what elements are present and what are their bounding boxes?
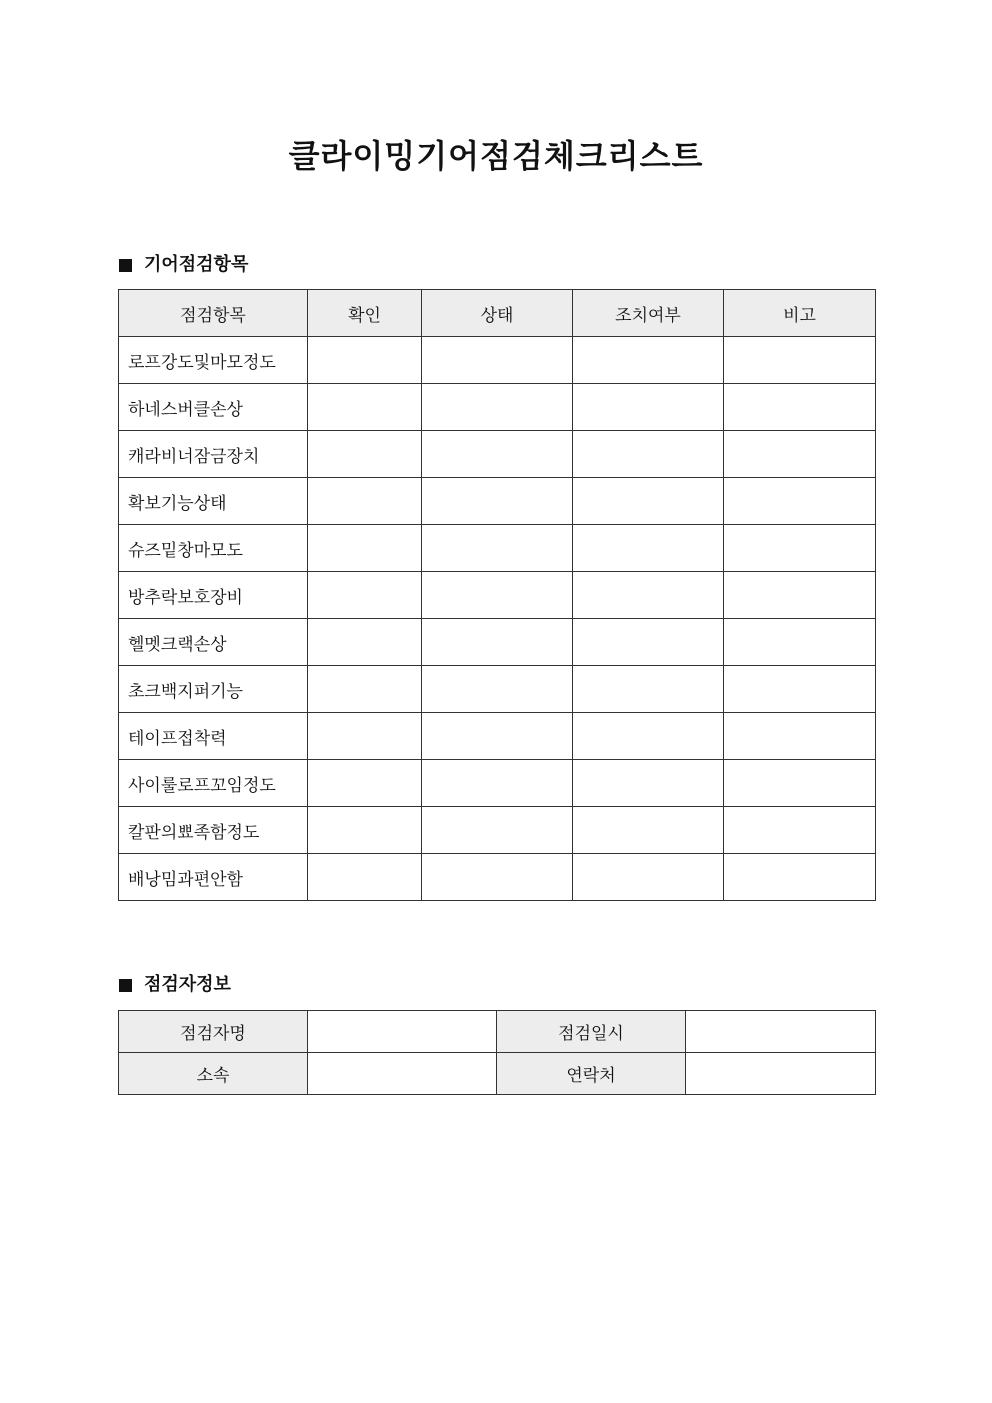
confirm-cell[interactable] [308,431,422,478]
item-name: 확보기능상태 [119,478,308,525]
remarks-cell[interactable] [724,525,876,572]
remarks-cell[interactable] [724,431,876,478]
item-name: 슈즈밑창마모도 [119,525,308,572]
remarks-cell[interactable] [724,666,876,713]
status-cell[interactable] [422,337,573,384]
action-cell[interactable] [573,431,724,478]
document-title: 클라이밍기어점검체크리스트 [288,137,704,175]
affiliation-label: 소속 [119,1053,308,1095]
confirm-cell[interactable] [308,619,422,666]
table-row [119,666,876,713]
action-cell[interactable] [573,807,724,854]
remarks-cell[interactable] [724,572,876,619]
table-row [119,337,876,384]
confirm-cell[interactable] [308,478,422,525]
status-cell[interactable] [422,384,573,431]
table-row [119,1011,876,1053]
column-header-status: 상태 [422,290,573,337]
table-row [119,572,876,619]
status-cell[interactable] [422,431,573,478]
column-header-confirm: 확인 [308,290,422,337]
contact-label: 연락처 [497,1053,686,1095]
confirm-cell[interactable] [308,384,422,431]
check-section-heading-text: 기어점검항목 [144,254,249,275]
contact-field[interactable] [686,1053,876,1095]
inspector-name-field[interactable] [308,1011,497,1053]
item-name: 배낭밈과편안함 [119,854,308,901]
inspector-name-label: 점검자명 [119,1011,308,1053]
item-name: 헬멧크랙손상 [119,619,308,666]
action-cell[interactable] [573,713,724,760]
remarks-cell[interactable] [724,619,876,666]
inspection-date-field[interactable] [686,1011,876,1053]
table-header-row [119,290,876,337]
remarks-cell[interactable] [724,854,876,901]
item-name: 사이룰로프꼬임정도 [119,760,308,807]
column-header-item: 점검항목 [119,290,308,337]
inspector-section-heading-text: 점검자정보 [144,974,231,995]
confirm-cell[interactable] [308,807,422,854]
status-cell[interactable] [422,713,573,760]
inspector-info-table [118,1010,876,1095]
table-row [119,384,876,431]
table-row [119,478,876,525]
status-cell[interactable] [422,619,573,666]
item-name: 칼판의뾰족함정도 [119,807,308,854]
gear-check-table [118,289,876,901]
confirm-cell[interactable] [308,337,422,384]
confirm-cell[interactable] [308,525,422,572]
action-cell[interactable] [573,572,724,619]
confirm-cell[interactable] [308,666,422,713]
confirm-cell[interactable] [308,572,422,619]
status-cell[interactable] [422,666,573,713]
action-cell[interactable] [573,337,724,384]
action-cell[interactable] [573,854,724,901]
inspection-date-label: 점검일시 [497,1011,686,1053]
affiliation-field[interactable] [308,1053,497,1095]
item-name: 로프강도및마모정도 [119,337,308,384]
confirm-cell[interactable] [308,854,422,901]
square-bullet-icon [119,259,132,272]
action-cell[interactable] [573,525,724,572]
confirm-cell[interactable] [308,760,422,807]
remarks-cell[interactable] [724,478,876,525]
confirm-cell[interactable] [308,713,422,760]
column-header-remarks: 비고 [724,290,876,337]
status-cell[interactable] [422,760,573,807]
remarks-cell[interactable] [724,713,876,760]
table-row [119,854,876,901]
status-cell[interactable] [422,572,573,619]
action-cell[interactable] [573,666,724,713]
remarks-cell[interactable] [724,807,876,854]
remarks-cell[interactable] [724,337,876,384]
item-name: 하네스버클손상 [119,384,308,431]
table-row [119,760,876,807]
check-section-heading [119,253,248,277]
status-cell[interactable] [422,854,573,901]
item-name: 방추락보호장비 [119,572,308,619]
item-name: 초크백지퍼기능 [119,666,308,713]
column-header-action: 조치여부 [573,290,724,337]
status-cell[interactable] [422,807,573,854]
table-row [119,525,876,572]
action-cell[interactable] [573,619,724,666]
status-cell[interactable] [422,478,573,525]
item-name: 캐라비너잠금장치 [119,431,308,478]
action-cell[interactable] [573,384,724,431]
table-row [119,619,876,666]
table-row [119,713,876,760]
status-cell[interactable] [422,525,573,572]
remarks-cell[interactable] [724,760,876,807]
action-cell[interactable] [573,478,724,525]
remarks-cell[interactable] [724,384,876,431]
item-name: 테이프접착력 [119,713,308,760]
action-cell[interactable] [573,760,724,807]
table-row [119,431,876,478]
square-bullet-icon [119,979,132,992]
table-row [119,1053,876,1095]
table-row [119,807,876,854]
inspector-section-heading [119,973,231,997]
